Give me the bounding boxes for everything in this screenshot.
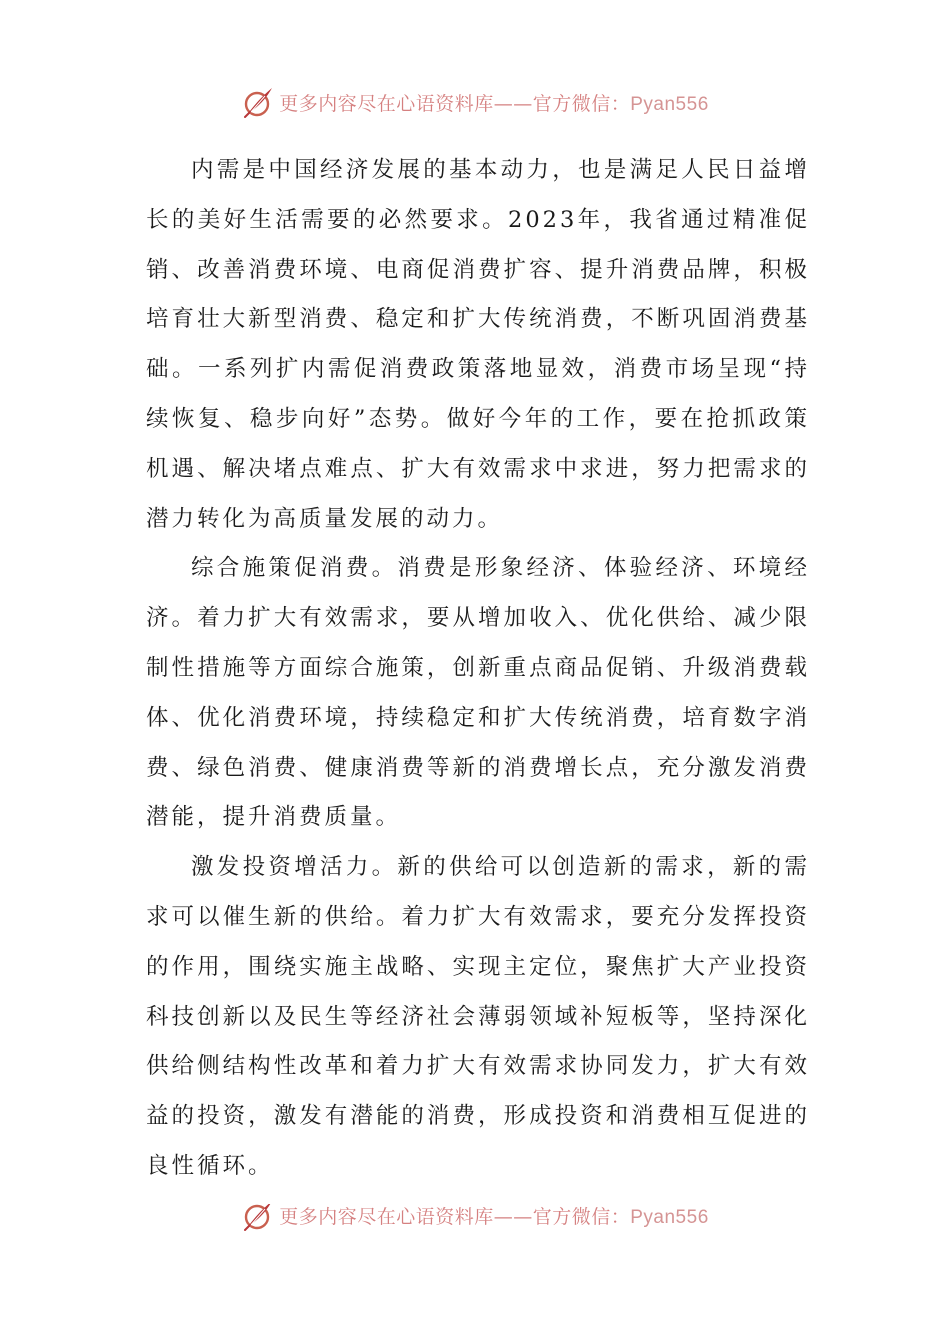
paragraph-1: 内需是中国经济发展的基本动力，也是满足人民日益增长的美好生活需要的必然要求。2023年，我省通过精准促销、改善消费环境、电商促消费扩容、提升消费品牌，积极培育壮大新型消费、稳定和扩大传统消费，不断巩固消费基础。一系列扩内需促消费政策落地显效，消费市场呈现“持续恢复、稳步向好”态势。做好今年的工作，要在抢抓政策机遇、解决堵点难点、扩大有效需求中求进，努力把需求的潜力转化为高质量发展的动力。 [146,157,810,532]
header-banner-cn: 更多内容尽在心语资料库——官方微信： [279,92,631,115]
header-wechat-id: Pyan556 [630,93,709,115]
footer-banner-content [241,1204,709,1232]
footer-banner-cn: 更多内容尽在心语资料库——官方微信： [279,1205,631,1228]
header-banner-text [279,89,709,116]
quill-logo-icon [241,85,275,119]
footer-banner [0,1204,950,1234]
footer-banner-text [279,1204,709,1229]
header-banner-content [241,85,709,119]
paragraph-2: 综合施策促消费。消费是形象经济、体验经济、环境经济。着力扩大有效需求，要从增加收入、优化供给、减少限制性措施等方面综合施策，创新重点商品促销、升级消费载体、优化消费环境，持续稳定和扩大传统消费，培育数字消费、绿色消费、健康消费等新的消费增长点，充分激发消费潜能，提升消费质量。 [146,555,810,831]
paragraph-3: 激发投资增活力。新的供给可以创造新的需求，新的需求可以催生新的供给。着力扩大有效需求，要充分发挥投资的作用，围绕实施主战略、实现主定位，聚焦扩大产业投资科技创新以及民生等经济社会薄弱领域补短板等，坚持深化供给侧结构性改革和着力扩大有效需求协同发力，扩大有效益的投资，激发有潜能的消费，形成投资和消费相互促进的良性循环。 [146,854,810,1179]
quill-logo-icon [241,1204,275,1232]
footer-wechat-id: Pyan556 [630,1206,709,1228]
article-body [146,146,810,1192]
header-banner [0,82,950,122]
